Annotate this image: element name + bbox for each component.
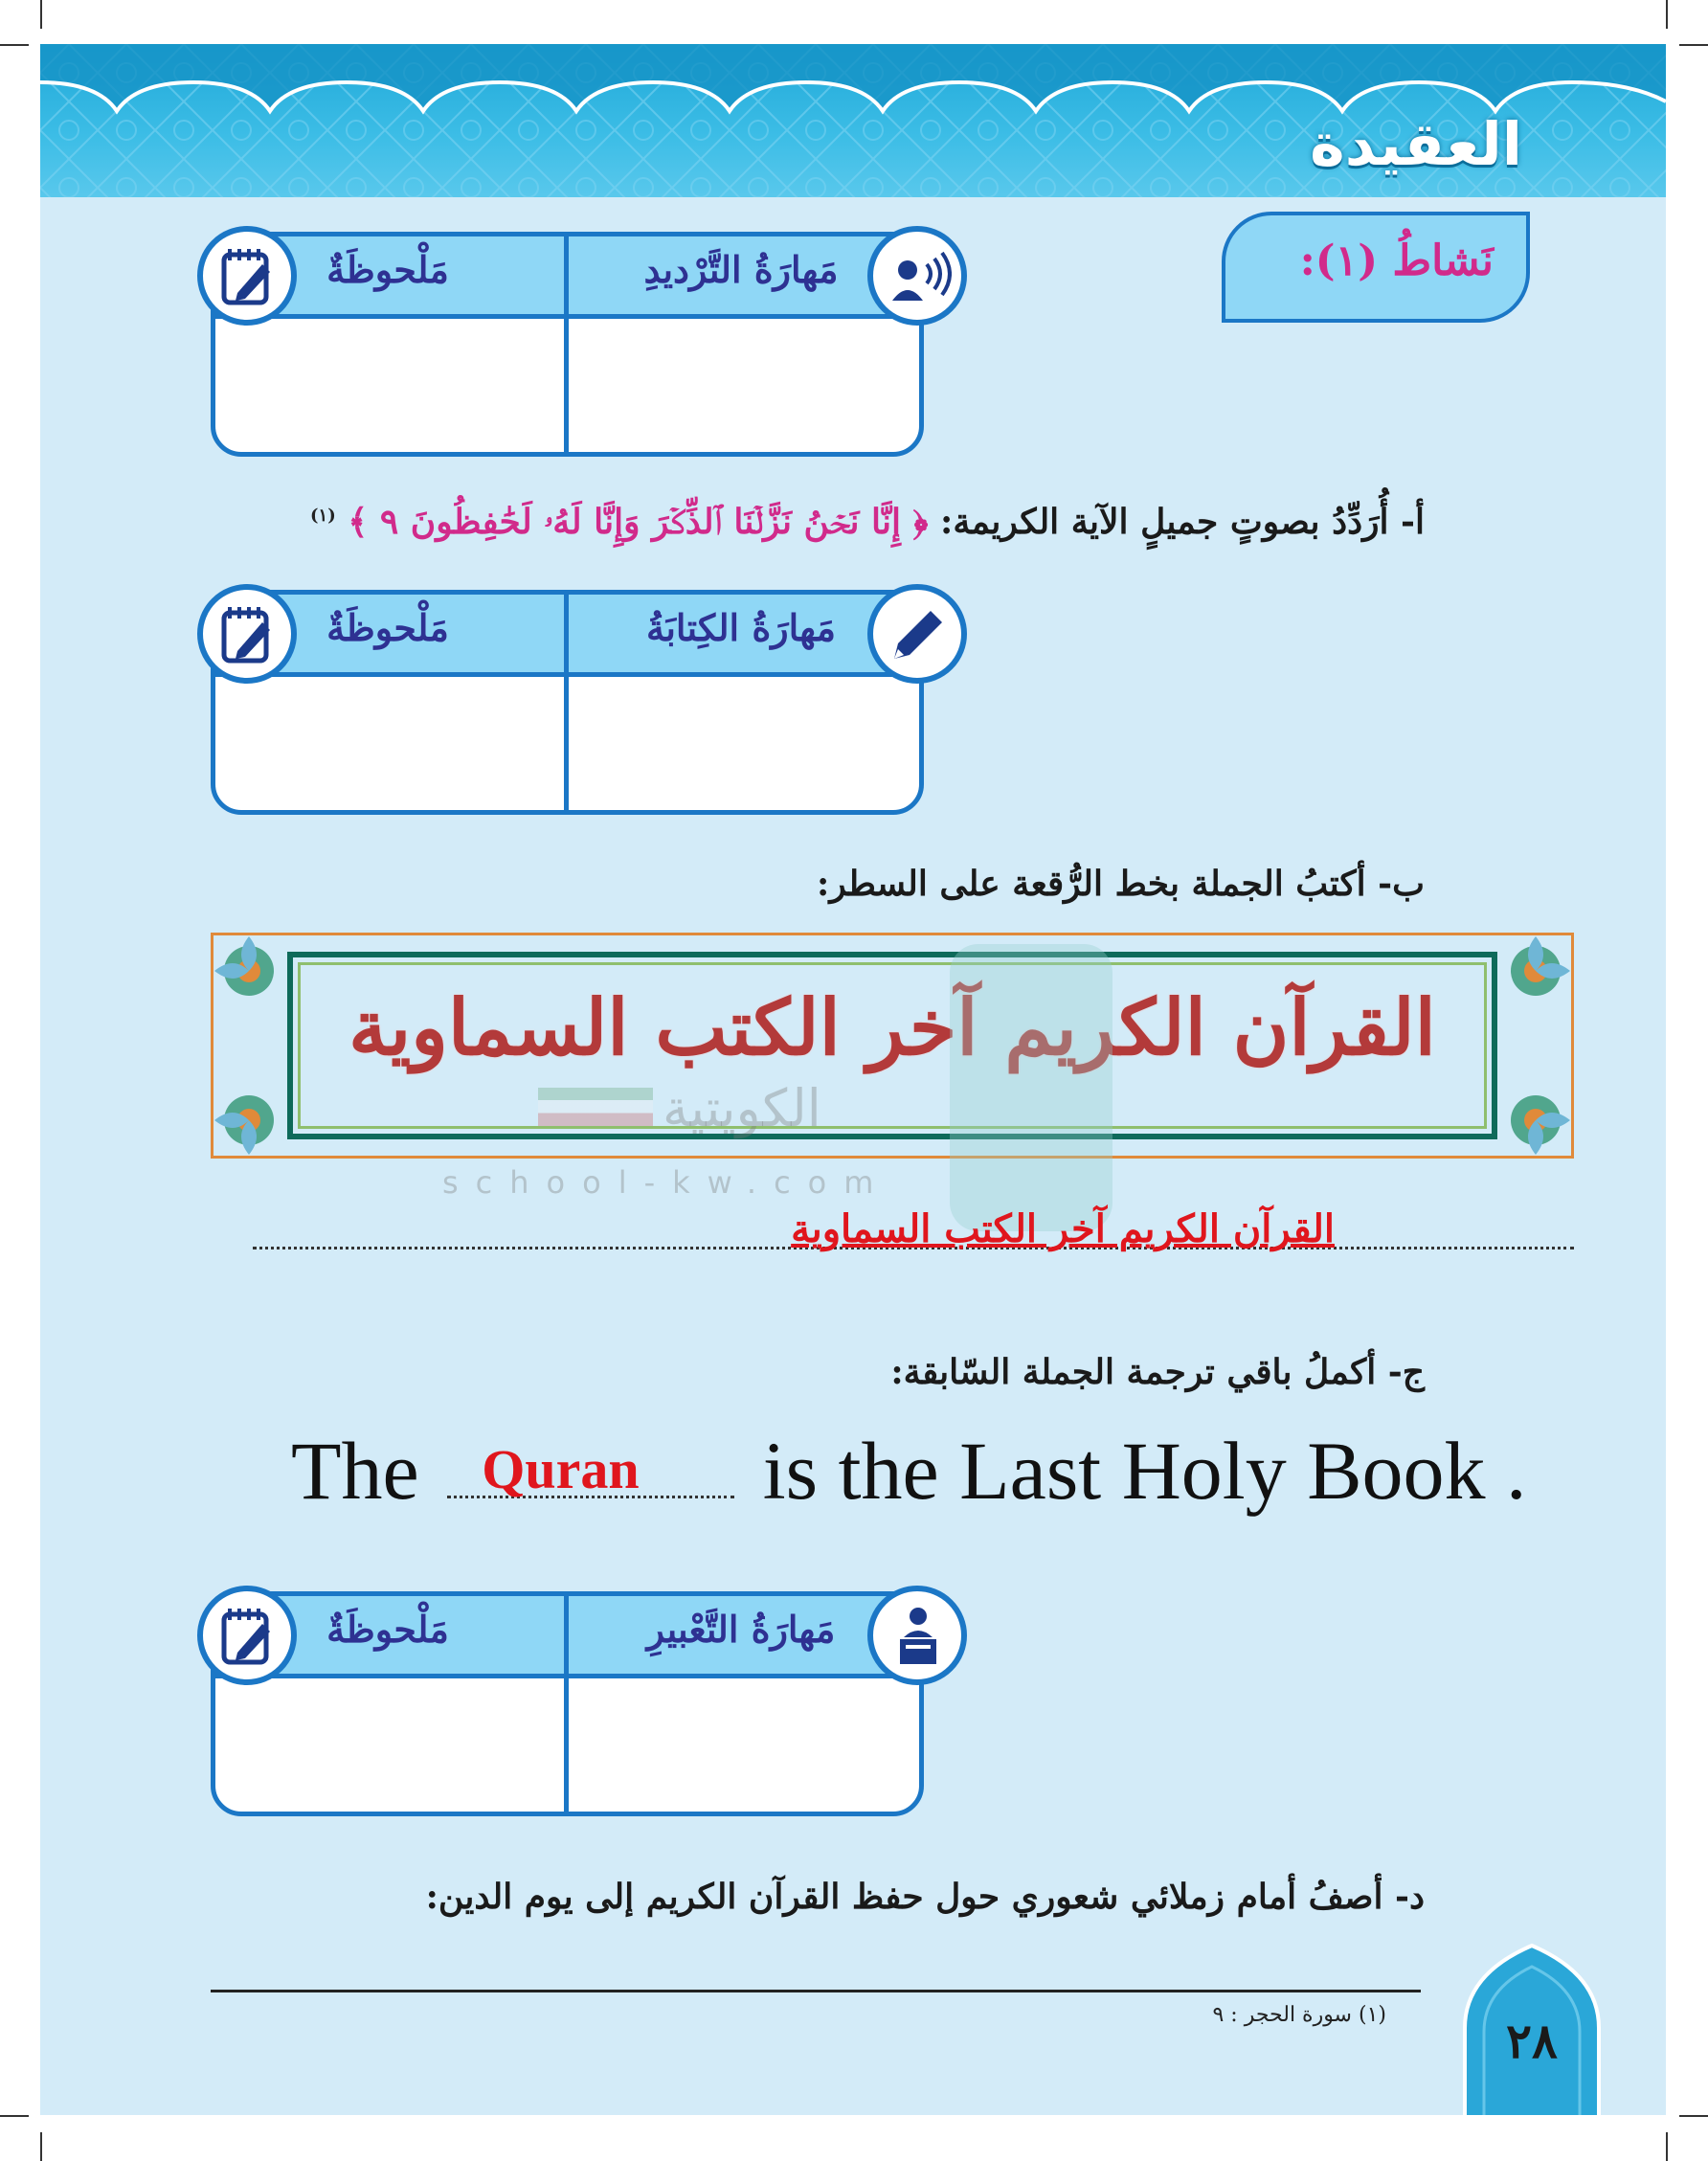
speaker-podium-icon [867,1586,967,1685]
notepad-icon [197,1586,297,1685]
header-banner [40,44,1666,197]
skill-box-repetition [211,232,967,457]
skill-label: مَهارَةُ التَّعْبيرِ [646,1608,836,1651]
skill-frame [211,232,924,457]
ornament-icon [211,1082,287,1159]
translation-blank[interactable] [447,1429,734,1498]
translation-answer: Quran [482,1438,640,1500]
crop-mark [1666,2132,1668,2161]
skill-frame [211,590,924,815]
watermark-logo [950,944,1112,1231]
crop-mark [0,44,29,46]
watermark-sub: الكويتية [663,1078,821,1138]
english-before: The [291,1425,419,1517]
crop-mark [1679,44,1708,46]
pencil-icon [867,584,967,684]
ornament-icon [1497,1082,1574,1159]
skill-box-expression [211,1591,967,1816]
crop-mark [1679,2115,1708,2117]
answer-text: القرآن الكريم آخر الكتب السماوية [791,1206,1335,1251]
question-d: د- أصفُ أمام زملائي شعوري حول حفظ القرآن الكريم إلى يوم الدين: [425,1877,1425,1917]
crop-mark [40,2132,42,2161]
footnote: (١) سورة الحجر : ٩ [1212,2003,1386,2027]
activity-label: نَشاطُ (١): [1299,236,1494,285]
page-number-badge [1455,1936,1608,2115]
crop-mark [1666,0,1668,29]
skill-frame [211,1591,924,1816]
question-b: ب- أكتبُ الجملة بخط الرُّقعة على السطر: [817,864,1425,904]
worksheet-page [40,44,1666,2115]
english-sentence [291,1423,1527,1519]
chapter-title: العقيدة [1310,109,1522,179]
verse-text: ﴿ إِنَّا نَحۡنُ نَزَّلۡنَا ٱلذِّكۡرَ وَإِنَّا لَهُۥ لَحَٰفِظُونَ ٩ ﴾ [348,502,929,542]
crop-mark [0,2115,29,2117]
question-a-prefix: أ- أُرَدِّدُ بصوتٍ جميلٍ الآية الكريمة: [940,502,1425,542]
speaker-person-icon [867,226,967,326]
footnote-ref: (١) [309,506,336,526]
skill-label: مَهارَةُ التَّرْديدِ [643,248,839,291]
watermark-url: school-kw.com [442,1164,891,1201]
calligraphy-frame [211,933,1574,1159]
flag-icon [538,1088,653,1126]
notepad-icon [197,226,297,326]
activity-tab [1222,212,1530,323]
note-label: مَلْحوظَةٌ [326,1608,449,1651]
footnote-rule [211,1990,1421,1992]
calligraphy-text: القرآن الكريم آخر الكتب السماوية [348,982,1436,1072]
question-a [310,502,1425,543]
skill-label: مَهارَةُ الكِتابَةُ [645,606,837,649]
question-c: ج- أكملُ باقي ترجمة الجملة السّابقة: [890,1352,1425,1392]
notepad-icon [197,584,297,684]
crop-mark [40,0,42,29]
skill-box-writing [211,590,967,815]
page-number: ٢٨ [1506,2013,1558,2069]
note-label: مَلْحوظَةٌ [326,248,449,291]
note-label: مَلْحوظَةٌ [326,606,449,649]
english-after: is the Last Holy Book . [762,1425,1527,1517]
